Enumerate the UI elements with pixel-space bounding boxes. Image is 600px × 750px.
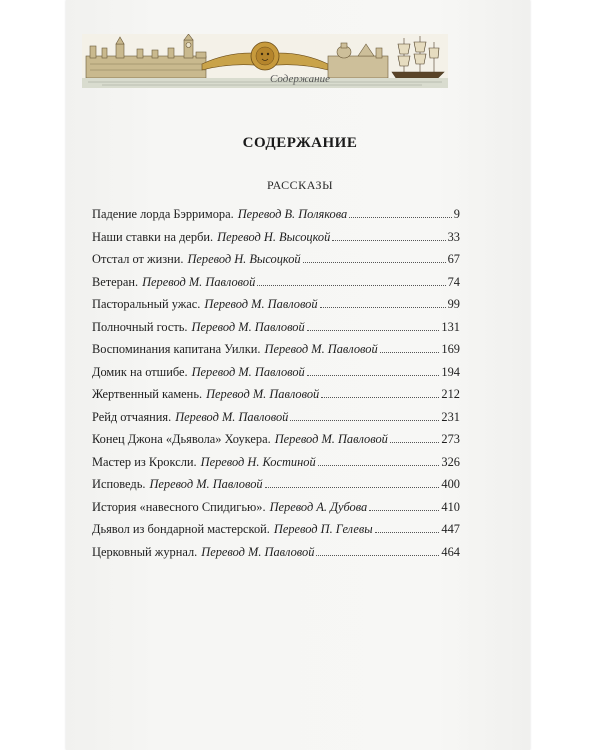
page-number: 410 — [441, 499, 460, 514]
dot-leader — [265, 474, 440, 488]
translator-credit: Перевод М. Павловой — [149, 477, 263, 491]
page-number: 169 — [441, 342, 460, 356]
toc-entry — [92, 316, 460, 339]
translator-credit: Перевод Н. Высоцкой — [187, 252, 301, 266]
translator-credit: Перевод М. Павловой — [191, 319, 305, 334]
story-title: Ветеран. — [92, 274, 139, 289]
story-title: Домик на отшибе. — [92, 364, 188, 379]
dot-leader — [307, 317, 440, 331]
toc-entry — [92, 293, 460, 316]
story-title: Отстал от жизни. — [92, 252, 184, 266]
story-title: История «навесного Спидигью». — [92, 499, 266, 514]
dot-leader — [307, 362, 440, 376]
story-title: Наши ставки на дерби. — [92, 229, 214, 244]
toc-entry — [92, 473, 460, 496]
page-number: 131 — [441, 319, 460, 334]
page-number: 231 — [441, 409, 460, 424]
running-header: Содержание — [269, 73, 330, 85]
page-number: 447 — [441, 522, 460, 536]
toc-entry — [92, 518, 460, 541]
toc-entry — [92, 406, 460, 429]
translator-credit: Перевод А. Дубова — [269, 499, 368, 514]
toc-entry — [92, 248, 460, 271]
translator-credit: Перевод М. Павловой — [175, 409, 289, 424]
dot-leader — [369, 497, 439, 511]
translator-credit: Перевод М. Павловой — [201, 544, 315, 559]
page-number: 464 — [441, 544, 460, 559]
toc-entry — [92, 541, 460, 564]
toc-entry — [92, 451, 460, 474]
dot-leader — [321, 384, 439, 398]
translator-credit: Перевод М. Павловой — [191, 364, 305, 379]
translator-credit: Перевод Н. Костиной — [200, 454, 316, 469]
dot-leader — [380, 339, 440, 353]
dot-leader — [290, 407, 439, 421]
story-title: Исповедь. — [92, 477, 146, 491]
story-title: Конец Джона «Дьявола» Хоукера. — [92, 432, 271, 446]
story-title: Пасторальный ужас. — [92, 297, 201, 311]
page-number: 74 — [447, 274, 460, 289]
translator-credit: Перевод М. Павловой — [264, 342, 378, 356]
translator-credit: Перевод П. Гелевы — [273, 522, 373, 536]
translator-credit: Перевод М. Павловой — [204, 297, 318, 311]
story-title: Воспоминания капитана Уилки. — [92, 342, 261, 356]
page-number: 212 — [441, 387, 460, 401]
dot-leader — [349, 204, 452, 218]
toc-entry — [92, 428, 460, 451]
page-title: СОДЕРЖАНИЕ — [242, 135, 358, 151]
story-title: Падение лорда Бэрримора. — [92, 207, 234, 221]
dot-leader — [332, 227, 445, 241]
toc-entry — [92, 496, 460, 519]
toc-entry — [92, 271, 460, 294]
story-title: Мастер из Кроксли. — [92, 454, 197, 469]
toc-entry — [92, 383, 460, 406]
dot-leader — [320, 294, 446, 308]
section-heading: РАССКАЗЫ — [266, 178, 334, 192]
page-number: 326 — [441, 454, 460, 469]
page-number: 33 — [447, 229, 460, 244]
table-of-contents — [92, 203, 460, 563]
translator-credit: Перевод В. Полякова — [237, 207, 348, 221]
page-number: 194 — [441, 364, 460, 379]
page-number: 273 — [441, 432, 460, 446]
dot-leader — [390, 429, 440, 443]
page-number: 99 — [447, 297, 460, 311]
toc-entry — [92, 226, 460, 249]
page-number: 67 — [447, 252, 460, 266]
page-number: 400 — [441, 477, 460, 491]
translator-credit: Перевод М. Павловой — [206, 387, 320, 401]
story-title: Жертвенный камень. — [92, 387, 203, 401]
dot-leader — [316, 542, 439, 556]
translator-credit: Перевод М. Павловой — [142, 274, 256, 289]
story-title: Дьявол из бондарной мастерской. — [92, 522, 270, 536]
translator-credit: Перевод Н. Высоцкой — [217, 229, 331, 244]
toc-entry — [92, 361, 460, 384]
translator-credit: Перевод М. Павловой — [274, 432, 388, 446]
toc-entry — [92, 338, 460, 361]
story-title: Рейд отчаяния. — [92, 409, 172, 424]
dot-leader — [303, 249, 446, 263]
page-number: 9 — [453, 207, 460, 221]
toc-entry — [92, 203, 460, 226]
story-title: Полночный гость. — [92, 319, 188, 334]
dot-leader — [318, 452, 440, 466]
story-title: Церковный журнал. — [92, 544, 198, 559]
dot-leader — [257, 272, 445, 286]
dot-leader — [375, 519, 440, 533]
